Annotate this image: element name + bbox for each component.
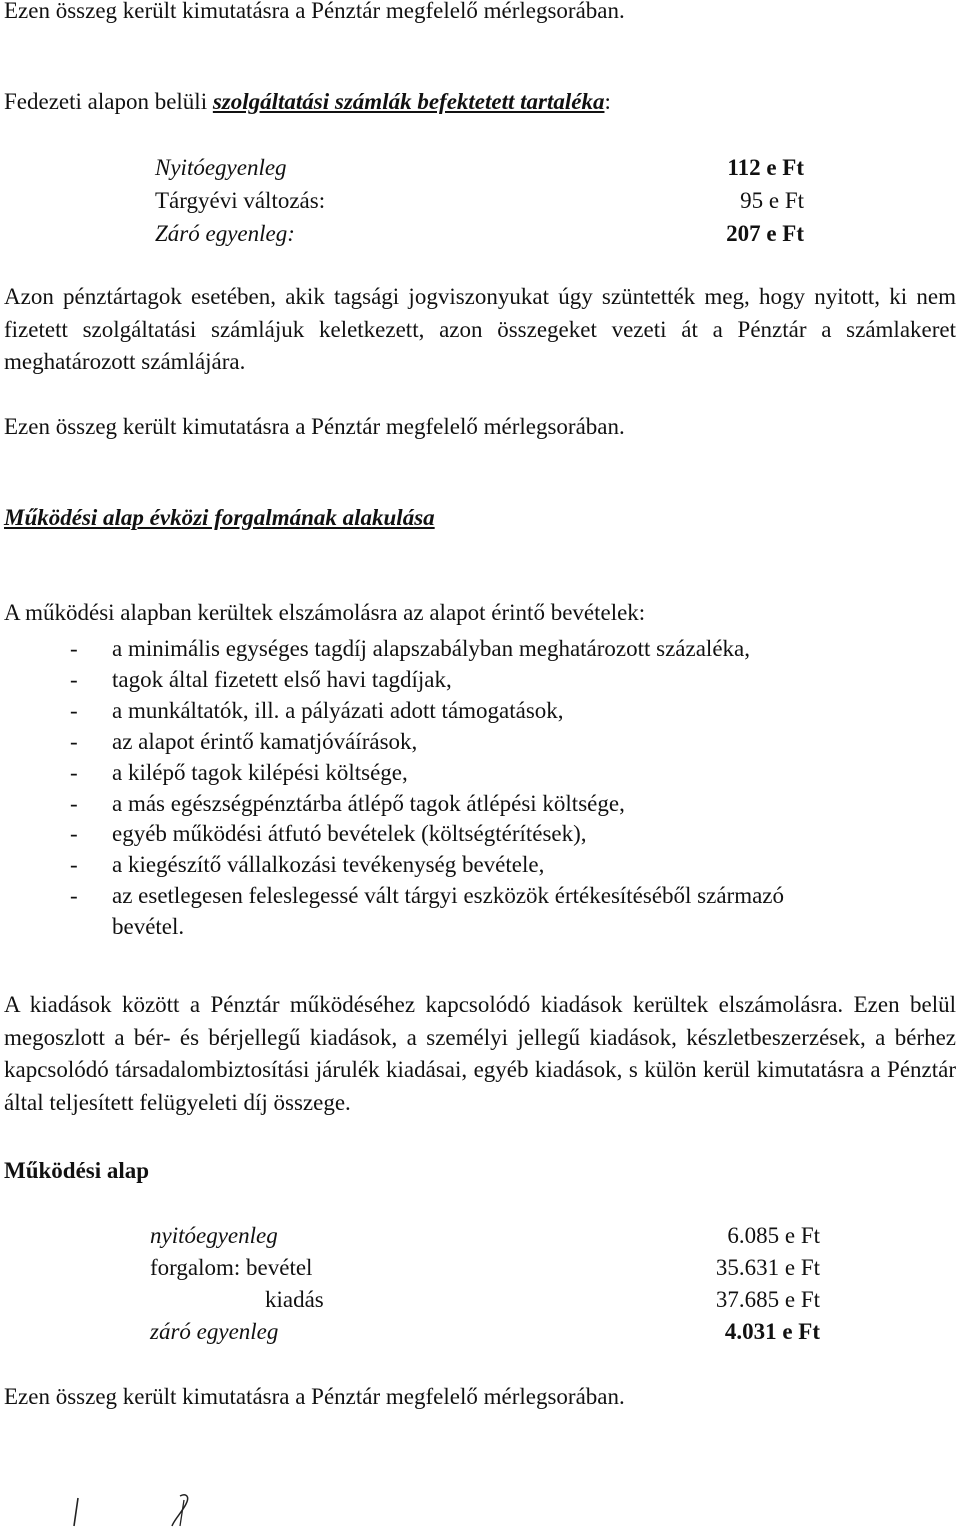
signature-mark (60, 1490, 220, 1529)
reserve-heading (4, 87, 611, 117)
ops-closing-value: 4.031 e Ft (724, 1319, 820, 1344)
reserve-heading-suffix: : (604, 89, 611, 114)
ops-closing-label: záró egyenleg (150, 1319, 279, 1344)
income-intro: A működési alapban kerültek elszámolásra az alapot érintő bevételek: (4, 600, 646, 625)
list-item: - a más egészségpénztárba átlépő tagok átlépési költsége, (70, 790, 625, 816)
top-note: Ezen összeg került kimutatásra a Pénztár megfelelő mérlegsorában. (4, 0, 625, 23)
ops-opening-label: nyitóegyenleg (150, 1223, 278, 1248)
list-item: - a minimális egységes tagdíj alapszabályban meghatározott százaléka, (70, 636, 750, 661)
list-item: - a kilépő tagok kilépési költsége, (70, 759, 408, 785)
reserve-change-value: 95 e Ft (740, 188, 804, 213)
ops-opening-value: 6.085 e Ft (727, 1223, 820, 1248)
reserve-heading-prefix: Fedezeti alapon belüli (4, 89, 213, 114)
reserve-closing-value: 207 e Ft (726, 221, 804, 246)
reserve-footer: Ezen összeg került kimutatásra a Pénztár megfelelő mérlegsorában. (4, 414, 625, 439)
list-item: - tagok által fizetett első havi tagdíjak, (70, 666, 452, 692)
income-list (0, 634, 960, 943)
list-item: - egyéb működési átfutó bevételek (költségtérítések), (70, 821, 587, 847)
reserve-paragraph: Azon pénztártagok esetében, akik tagsági jogviszonyukat úgy szüntették meg, hogy nyitott, ki nem fizetett szolgáltatási számlájuk keletkezett, azon összegeket vezeti át a Pénztár a számlakeret meghatározott számlájára. (4, 284, 956, 374)
ops-fund-title: Működési alap (4, 1158, 150, 1183)
list-item: - az alapot érintő kamatjóváírások, (70, 728, 418, 754)
reserve-opening-value: 112 e Ft (727, 155, 804, 180)
ops-expense-label: kiadás (265, 1287, 324, 1312)
ops-income-label: forgalom: bevétel (150, 1255, 313, 1280)
ops-footer: Ezen összeg került kimutatásra a Pénztár megfelelő mérlegsorában. (4, 1384, 625, 1409)
reserve-opening-label: Nyitóegyenleg (155, 155, 287, 180)
reserve-closing-label: Záró egyenleg: (155, 221, 295, 246)
ops-heading: Működési alap évközi forgalmának alakulása (4, 505, 435, 530)
reserve-heading-emph: szolgáltatási számlák befektetett tartaléka (212, 89, 605, 114)
list-item: - az esetlegesen feleslegessé vált tárgyi eszközök értékesítéséből származó bevétel. (70, 883, 785, 940)
ops-income-value: 35.631 e Ft (715, 1255, 820, 1280)
expense-paragraph: A kiadások között a Pénztár működéséhez kapcsolódó kiadások kerültek elszámolásra. Ezen belül megoszlott a bér- és bérjellegű kiadások, a személyi jellegű kiadások, készletbeszerzések, a bérhez kapcsolódó társadalombiztosítási járulék kiadásai, egyéb kiadások, s külön kerül kimutatásra a Pénztár által teljesített felügyeleti díj összege. (4, 992, 956, 1115)
list-item: - a kiegészítő vállalkozási tevékenység bevétele, (70, 852, 545, 878)
list-item: - a munkáltatók, ill. a pályázati adott támogatások, (70, 697, 564, 723)
ops-expense-value: 37.685 e Ft (715, 1287, 820, 1312)
reserve-change-label: Tárgyévi változás: (155, 188, 326, 213)
